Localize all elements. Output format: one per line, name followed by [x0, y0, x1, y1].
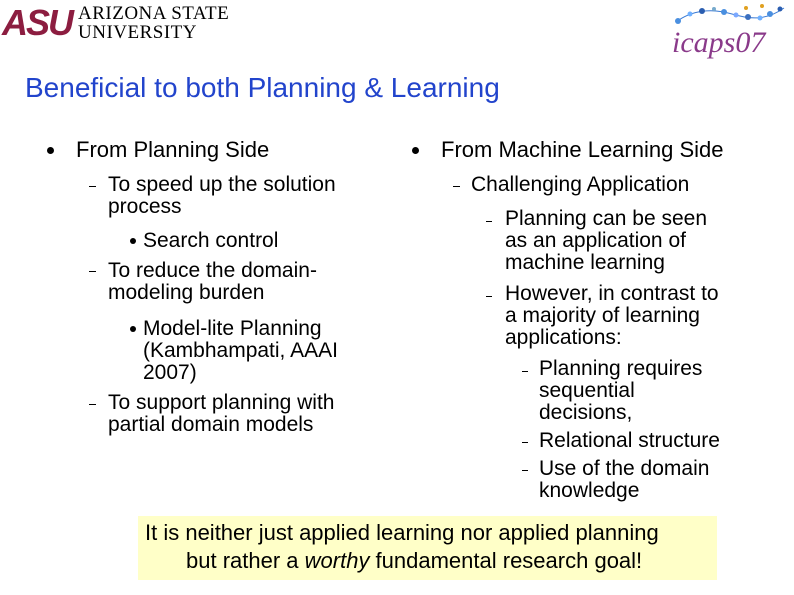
bullet-dash [522, 371, 528, 372]
right-p2-line1: However, in contrast to [505, 282, 719, 305]
asu-logo-line1: ARIZONA STATE [78, 3, 230, 24]
right-p2-line2: a majority of learning [505, 304, 700, 327]
bullet-dash [522, 442, 528, 443]
slide-title: Beneficial to both Planning & Learning [25, 72, 500, 103]
left-item2-sub-line2: (Kambhampati, AAAI [143, 339, 338, 362]
icaps-logo [662, 0, 794, 62]
right-p1-line2: as an application of [505, 229, 686, 252]
bullet-dash [486, 296, 492, 297]
asu-logo [0, 2, 230, 44]
icaps-logo-text: icaps07 [672, 26, 766, 59]
bullet-dot [47, 147, 54, 154]
right-p1-line3: machine learning [505, 251, 665, 274]
bullet-dot [130, 326, 136, 332]
summary-line1: It is neither just applied learning nor applied planning [145, 520, 659, 545]
left-item1-line2: process [108, 195, 182, 218]
right-p2-line3: applications: [505, 326, 622, 349]
right-heading: From Machine Learning Side [441, 137, 724, 162]
summary-line2-pre: but rather a [186, 548, 305, 573]
left-item2-sub-line1: Model-lite Planning [143, 317, 322, 340]
summary-emphasis: worthy [304, 548, 370, 573]
right-q3-line2: knowledge [539, 479, 640, 502]
bullet-dash [89, 271, 96, 272]
summary-line2-post: fundamental research goal! [369, 548, 643, 573]
left-item1-sub: Search control [143, 229, 279, 252]
left-item2-line1: To reduce the domain- [108, 259, 317, 282]
summary-line2 [186, 548, 642, 574]
asu-logo-mark: ASU [2, 2, 73, 43]
bullet-dash [453, 186, 460, 187]
right-q1-line3: decisions, [539, 401, 633, 424]
left-item1-line1: To speed up the solution [108, 173, 336, 196]
left-heading: From Planning Side [76, 137, 270, 162]
left-item3-line1: To support planning with [108, 391, 335, 414]
left-item2-sub-line3: 2007) [143, 361, 197, 384]
right-q1-line2: sequential [539, 379, 635, 402]
right-sub: Challenging Application [471, 173, 690, 196]
asu-logo-line2: UNIVERSITY [78, 22, 197, 43]
left-item2-line2: modeling burden [108, 281, 265, 304]
bullet-dot [130, 238, 136, 244]
summary-box [138, 516, 717, 580]
right-q2: Relational structure [539, 429, 720, 452]
right-q1-line1: Planning requires [539, 357, 703, 380]
bullet-dash [89, 404, 96, 405]
bullet-dash [522, 470, 528, 471]
bullet-dash [486, 221, 492, 222]
right-p1-line1: Planning can be seen [505, 207, 707, 230]
bullet-dash [89, 186, 96, 187]
right-q3-line1: Use of the domain [539, 457, 710, 480]
left-item3-line2: partial domain models [108, 413, 314, 436]
bullet-dot [412, 147, 419, 154]
